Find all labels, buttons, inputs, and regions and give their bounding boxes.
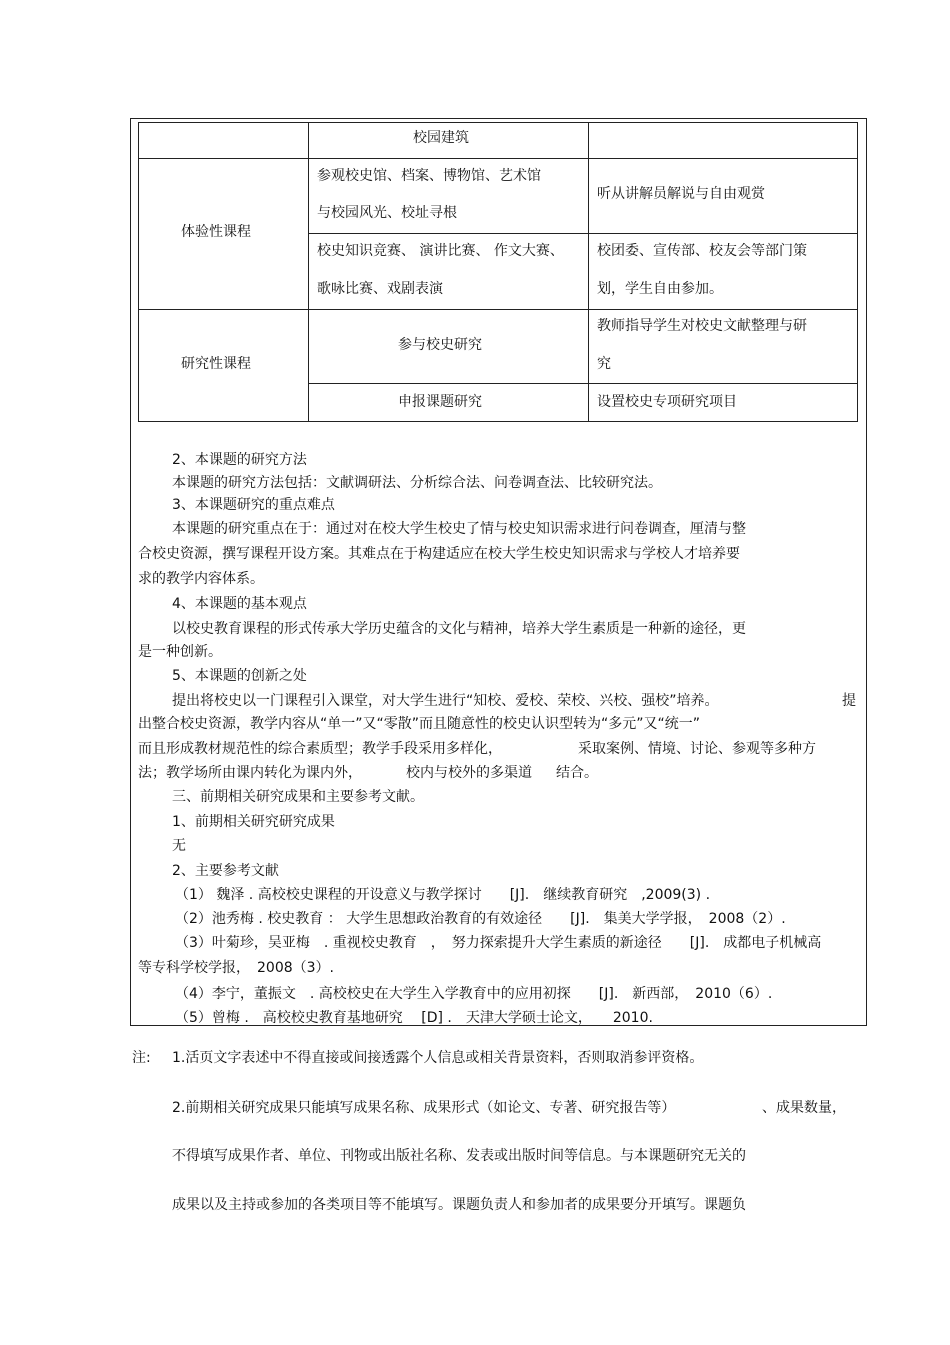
paragraph-line: 以校史教育课程的形式传承大学历史蕴含的文化与精神，培养大学生素质是一种新的途径，更 (172, 621, 746, 637)
cell-text: 听从讲解员解说与自由观赏 (597, 186, 765, 202)
note-line: 、成果数量， (762, 1100, 846, 1116)
reference-item: 等专科学校学报， 2008（3）. (138, 960, 334, 976)
cell-text: 究 (597, 356, 611, 372)
cell-text: 与校园风光、校址寻根 (317, 205, 457, 221)
section-heading: 5、本课题的创新之处 (172, 668, 307, 684)
paragraph-line: 求的教学内容体系。 (138, 571, 264, 587)
cell-text: 参观校史馆、档案、博物馆、艺术馆 (317, 168, 541, 184)
reference-item: （3）叶菊珍，吴亚梅 . 重视校史教育 ， 努力探索提升大学生素质的新途径 [J]. 成都电子机械高 (175, 935, 822, 951)
section-heading: 三、前期相关研究成果和主要参考文献。 (172, 789, 424, 805)
table-top-border (138, 122, 858, 123)
table-row-divider (308, 383, 858, 384)
paragraph-line: 本课题的研究方法包括：文献调研法、分析综合法、问卷调查法、比较研究法。 (172, 475, 662, 491)
note-line: 1.活页文字表述中不得直接或间接透露个人信息或相关背景资料，否则取消参评资格。 (172, 1050, 704, 1066)
cell-campus-buildings: 校园建筑 (413, 130, 469, 146)
table-row-divider (138, 309, 858, 310)
paragraph-line: 法；教学场所由课内转化为课内外， (138, 765, 362, 781)
cell-text: 划，学生自由参加。 (597, 281, 723, 297)
table-right-border (857, 122, 858, 422)
paragraph-line: 合校史资源，撰写课程开设方案。其难点在于构建适应在校大学生校史知识需求与学校人才培养要 (138, 546, 740, 562)
cell-text: 参与校史研究 (398, 337, 482, 353)
paragraph-line: 结合。 (556, 765, 598, 781)
reference-item: （4）李宁，董振文 . 高校校史在大学生入学教育中的应用初探 [J]. 新西部， 2010（6）. (175, 986, 773, 1002)
paragraph-line: 出整合校史资源，教学内容从“单一”又“零散”而且随意性的校史认识型转为“多元”又“统一” (138, 716, 701, 732)
section-heading: 3、本课题研究的重点难点 (172, 497, 335, 513)
table-left-border (138, 122, 139, 422)
cell-text: 申报课题研究 (398, 394, 482, 410)
paragraph-line: 无 (172, 838, 186, 854)
notes-label: 注: (132, 1050, 151, 1066)
cell-text: 校史知识竞赛、 演讲比赛、 作文大赛、 (317, 243, 564, 259)
section-heading: 2、主要参考文献 (172, 863, 279, 879)
table-bottom-border (138, 421, 858, 422)
reference-item: （2）池秀梅 . 校史教育 ： 大学生思想政治教育的有效途径 [J]. 集美大学学报， 2008（2）. (175, 911, 786, 927)
table-col-divider (308, 122, 309, 422)
paragraph-line: 提 (842, 693, 856, 709)
section-heading: 1、前期相关研究研究成果 (172, 814, 335, 830)
cell-text: 歌咏比赛、戏剧表演 (317, 281, 443, 297)
research-course-label: 研究性课程 (181, 356, 251, 372)
cell-text: 设置校史专项研究项目 (597, 394, 737, 410)
reference-item: （5）曾梅 . 高校校史教育基地研究 [D] . 天津大学硕士论文， 2010. (175, 1010, 653, 1026)
table-row-divider (138, 158, 858, 159)
note-line: 不得填写成果作者、单位、刊物或出版社名称、发表或出版时间等信息。与本课题研究无关的 (172, 1148, 746, 1164)
table-row-divider (308, 233, 858, 234)
section-heading: 2、本课题的研究方法 (172, 452, 307, 468)
cell-text: 教师指导学生对校史文献整理与研 (597, 318, 807, 334)
paragraph-line: 本课题的研究重点在于：通过对在校大学生校史了情与校史知识需求进行问卷调查，厘清与整 (172, 521, 746, 537)
section-heading: 4、本课题的基本观点 (172, 596, 307, 612)
reference-item: （1） 魏泽 . 高校校史课程的开设意义与教学探讨 [J]. 继续教育研究 ,2009(3) . (175, 887, 711, 903)
note-line: 2.前期相关研究成果只能填写成果名称、成果形式（如论文、专著、研究报告等） (172, 1100, 676, 1116)
paragraph-line: 采取案例、情境、讨论、参观等多种方 (578, 741, 816, 757)
note-line: 成果以及主持或参加的各类项目等不能填写。课题负责人和参加者的成果要分开填写。课题负 (172, 1197, 746, 1213)
paragraph-line: 提出将校史以一门课程引入课堂，对大学生进行“知校、爱校、荣校、兴校、强校”培养。 (172, 693, 719, 709)
cell-text: 校团委、宣传部、校友会等部门策 (597, 243, 807, 259)
table-col-divider (588, 122, 589, 422)
paragraph-line: 而且形成教材规范性的综合素质型；教学手段采用多样化， (138, 741, 502, 757)
paragraph-line: 校内与校外的多渠道 (406, 765, 532, 781)
experiential-course-label: 体验性课程 (181, 224, 251, 240)
paragraph-line: 是一种创新。 (138, 644, 222, 660)
